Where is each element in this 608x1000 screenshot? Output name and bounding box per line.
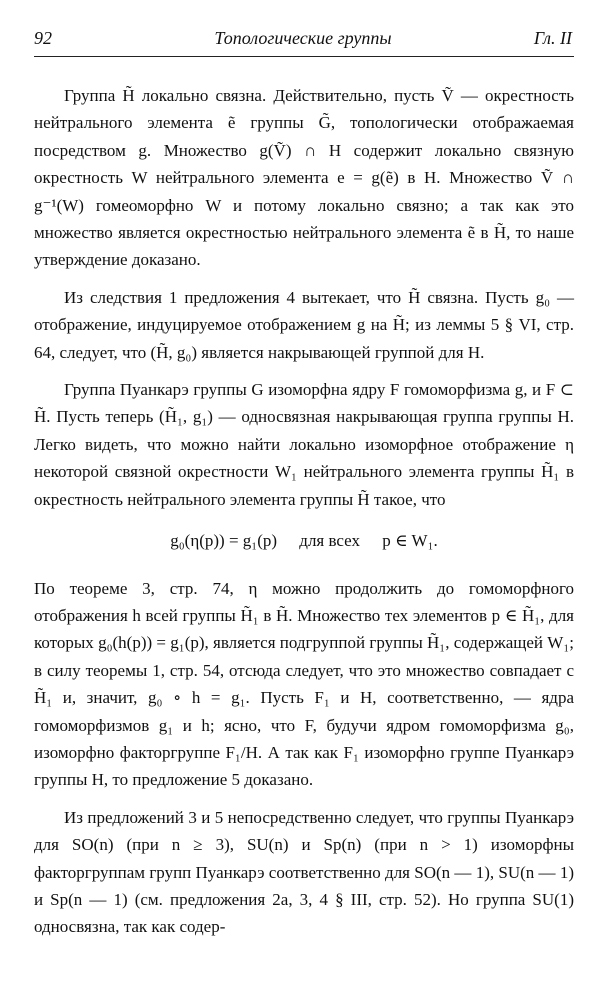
- formula-condition: p ∈ W₁.: [382, 531, 438, 551]
- paragraph: Из предложений 3 и 5 непосредственно следует, что группы Пуанкарэ для SO(n) (при n ≥ 3), SU(n) и Sp(n) (при n > 1) изоморфны факторгруппам групп Пуанкарэ соответственно для SO(n — 1), SU(n — 1) и Sp(n — 1) (см. предложения 2a, 3, 4 § III, стр. 52). Но группа SU(1) односвязна, так как содер-: [34, 807, 574, 937]
- paragraph: Из следствия 1 предложения 4 вытекает, что H̃ связна. Пусть g₀ — отображение, индуцируемое отображением g на H̃; из леммы 5 § VI, стр. 64, следует, что (H̃, g₀) является накрывающей группой для H.: [34, 287, 574, 362]
- page-number: 92: [34, 28, 52, 48]
- paragraph: Группа H̃ локально связна. Действительно, пусть Ṽ — окрестность нейтрального элемента ẽ группы G̃, топологически отображаемая посредством g. Множество g(Ṽ) ∩ H содержит локально связную окрестность W нейтрального элемента e = g(ẽ) в H. Множество Ṽ ∩ g⁻¹(W) гомеоморфно W и потому локально связно; а так как это множество является окрестностью нейтрального элемента ẽ в H̃, то наше утверждение доказано.: [34, 86, 574, 270]
- paragraph: По теореме 3, стр. 74, η можно продолжить до гомоморфного отображения h всей группы H̃₁ в H̃. Множество тех элементов p ∈ H̃₁, для которых g₀(h(p)) = g₁(p), является подгруппой группы H̃₁, содержащей W₁; в силу теоремы 1, стр. 54, отсюда следует, что это множество совпадает с H̃₁ и, значит, g₀ ∘ h = g₁. Пусть F₁ и H, соответственно, — ядра гомоморфизмов g₁ и h; ясно, что F, будучи ядром гомоморфизма g₀, изоморфно факторгруппе F₁/H. А так как F₁ изоморфно группе Пуанкарэ группы H, то предложение 5 доказано.: [34, 578, 574, 790]
- paragraph: Группа Пуанкарэ группы G изоморфна ядру F гомоморфизма g, и F ⊂ H̃. Пусть теперь (H̃₁, g₁) — односвязная накрывающая группа группы H. Легко видеть, что можно найти локально изоморфное отображение η некоторой связной окрестности W₁ нейтрального элемента группы H̃₁ в окрестность нейтрального элемента группы H̃ такое, что: [34, 380, 574, 509]
- page-body: [34, 82, 574, 951]
- running-title: Топологические группы: [214, 28, 392, 48]
- chapter-label: Гл. II: [533, 28, 572, 48]
- display-formula: [34, 527, 574, 554]
- header-rule: [34, 56, 574, 57]
- formula-quantifier: для всех: [299, 531, 361, 551]
- running-header: [34, 28, 572, 52]
- formula-equation: g₀(η(p)) = g₁(p): [170, 531, 278, 551]
